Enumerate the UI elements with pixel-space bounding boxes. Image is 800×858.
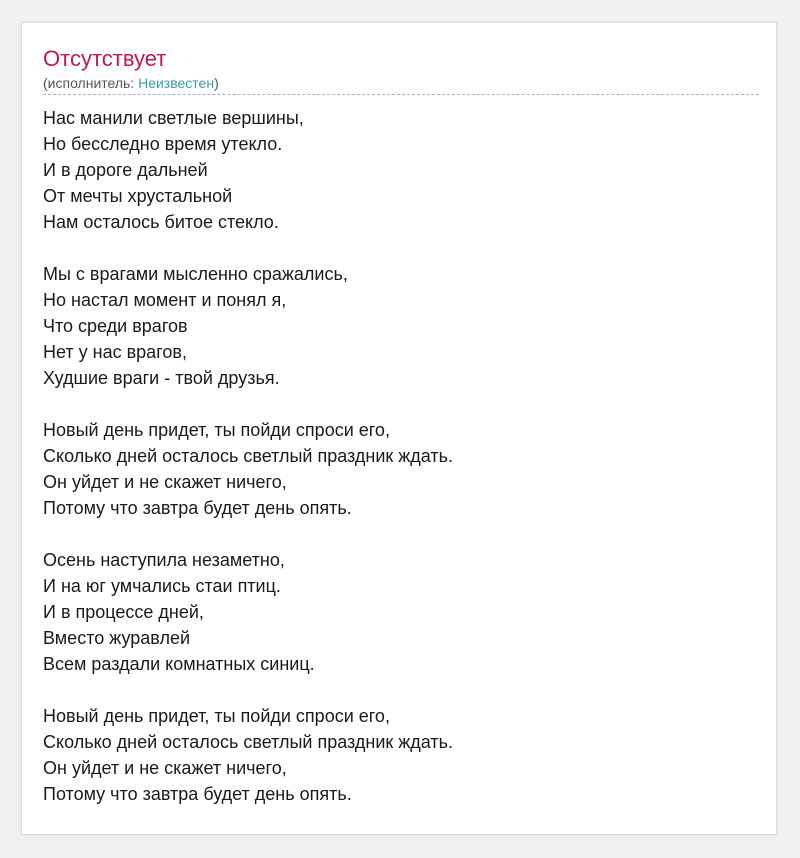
lyrics-body [43,105,453,807]
lyric-line: Но бесследно время утекло. [43,134,283,154]
lyric-line: Новый день придет, ты пойди спроси его, [43,420,390,440]
lyric-line: И в процессе дней, [43,602,204,622]
stanza [43,261,453,391]
stanza [43,105,453,235]
lyrics-card [21,22,777,835]
stanza [43,547,453,677]
lyric-line: Вместо журавлей [43,628,191,648]
artist-line [43,74,219,92]
lyric-line: Он уйдет и не скажет ничего, [43,758,287,778]
stanza [43,417,453,521]
artist-suffix: ) [214,75,219,91]
artist-prefix: (исполнитель: [43,75,139,91]
lyric-line: Но настал момент и понял я, [43,290,287,310]
lyric-line: Сколько дней осталось светлый праздник ждать. [43,446,454,466]
artist-link[interactable]: Неизвестен [138,75,215,91]
lyric-line: Он уйдет и не скажет ничего, [43,472,287,492]
lyric-line: И в дороге дальней [43,160,208,180]
lyric-line: Осень наступила незаметно, [43,550,285,570]
lyric-line: Нам осталось битое стекло. [43,212,279,232]
lyric-line: Новый день придет, ты пойди спроси его, [43,706,390,726]
lyric-line: Нет у нас врагов, [43,342,187,362]
lyric-line: Что среди врагов [43,316,188,336]
lyric-line: Нас манили светлые вершины, [43,108,304,128]
lyric-line: Потому что завтра будет день опять. [43,784,352,804]
lyric-line: Сколько дней осталось светлый праздник ждать. [43,732,454,752]
stanza [43,703,453,807]
lyric-line: Мы с врагами мысленно сражались, [43,264,348,284]
title-divider [43,94,759,95]
lyric-line: Худшие враги - твой друзья. [43,368,280,388]
lyric-line: От мечты хрустальной [43,186,233,206]
song-title: Отсутствует [43,46,167,71]
lyric-line: Всем раздали комнатных синиц. [43,654,315,674]
lyric-line: Потому что завтра будет день опять. [43,498,352,518]
lyric-line: И на юг умчались стаи птиц. [43,576,281,596]
